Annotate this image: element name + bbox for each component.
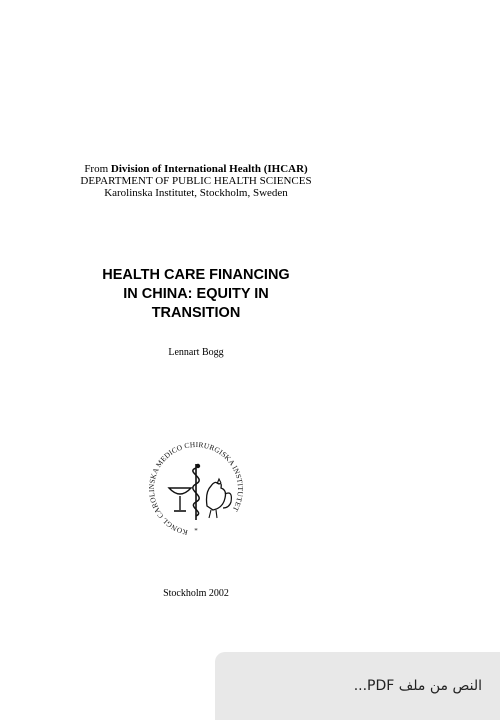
svg-text:*: *: [194, 527, 198, 535]
institution-name: Karolinska Institutet, Stockholm, Sweden: [104, 187, 288, 199]
author-name: Lennart Bogg: [168, 347, 224, 358]
from-prefix: From: [84, 163, 111, 175]
affiliation-division-line: [0, 163, 392, 175]
title-line-3: TRANSITION: [151, 305, 241, 321]
institute-seal: [145, 438, 247, 540]
title-line-2: IN CHINA: EQUITY IN: [123, 286, 269, 302]
department-name: DEPARTMENT OF PUBLIC HEALTH SCIENCES: [80, 175, 312, 187]
pdf-text-toast[interactable]: النص من ملف PDF...: [215, 652, 500, 720]
document-title: [0, 266, 392, 323]
title-line-1: HEALTH CARE FINANCING: [102, 267, 290, 283]
svg-text:KONGL CAROLINSKA MEDICO CHIRUR: KONGL CAROLINSKA MEDICO CHIRURGISKA INSTITUTET: [146, 439, 246, 538]
publication-place-year: Stockholm 2002: [163, 588, 229, 599]
division-name: Division of International Health (IHCAR): [110, 163, 308, 175]
seal-emblem-icon: [145, 438, 247, 540]
affiliation-block: [0, 163, 392, 199]
